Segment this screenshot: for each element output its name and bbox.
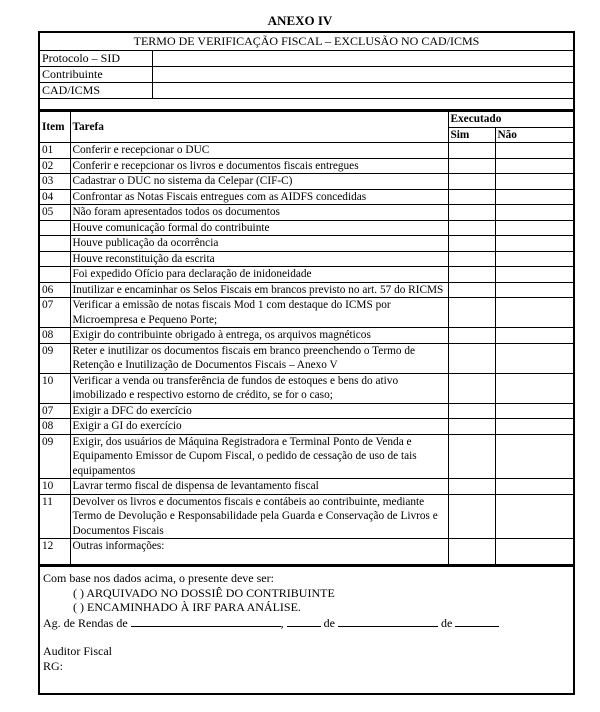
task-no-cell[interactable]	[495, 189, 573, 205]
task-yes-cell[interactable]	[448, 494, 495, 539]
task-description: Inutilizar e encaminhar os Selos Fiscais em brancos previsto no art. 57 do RICMS	[70, 282, 448, 298]
task-description: Confrontar as Notas Fiscais entregues com as AIDFS concedidas	[70, 189, 448, 205]
task-no-cell[interactable]	[495, 328, 573, 344]
yes-header: Sim	[448, 127, 495, 143]
month-blank[interactable]	[338, 615, 438, 627]
task-row	[40, 328, 573, 344]
task-yes-cell[interactable]	[448, 539, 495, 565]
task-no-cell[interactable]	[495, 236, 573, 252]
rg-label: RG:	[43, 658, 64, 673]
task-description: Exigir, dos usuários de Máquina Registradora e Terminal Ponto de Venda e Equipamento Emissor de Cupom Fiscal, o pedido de cessação de uso de tais equipamentos	[70, 434, 448, 479]
task-description: Houve publicação da ocorrência	[70, 236, 448, 252]
section-gap	[40, 99, 573, 111]
task-item-number: 07	[40, 403, 70, 419]
task-no-cell[interactable]	[495, 282, 573, 298]
task-header: Tarefa	[70, 112, 448, 143]
task-row	[40, 343, 573, 373]
task-description: Lavrar termo fiscal de dispensa de levantamento fiscal	[70, 479, 448, 495]
task-item-number: 07	[40, 298, 70, 328]
task-row	[40, 419, 573, 435]
task-row	[40, 220, 573, 236]
task-row	[40, 373, 573, 403]
task-item-number: 09	[40, 343, 70, 373]
task-item-number: 06	[40, 282, 70, 298]
comma: ,	[280, 615, 284, 630]
cad-icms-label: CAD/ICMS	[40, 83, 153, 99]
task-description: Outras informações:	[70, 539, 448, 565]
task-row	[40, 479, 573, 495]
task-yes-cell[interactable]	[448, 419, 495, 435]
auditor-label: Auditor Fiscal	[43, 644, 112, 658]
taxpayer-label: Contribuinte	[40, 67, 153, 83]
task-no-cell[interactable]	[495, 343, 573, 373]
task-no-cell[interactable]	[495, 267, 573, 283]
task-row	[40, 539, 573, 565]
task-description: Houve comunicação formal do contribuinte	[70, 220, 448, 236]
task-description: Devolver os livros e documentos fiscais e contábeis ao contribuinte, mediante Termo de Devolução e Responsabilidade pela Guarda e Conservação de Livros e Documentos Fiscais	[70, 494, 448, 539]
task-row	[40, 251, 573, 267]
task-yes-cell[interactable]	[448, 174, 495, 190]
task-description: Reter e inutilizar os documentos fiscais em branco preenchendo o Termo de Retenção e Inutilização de Documentos Fiscais – Anexo V	[70, 343, 448, 373]
task-no-cell[interactable]	[495, 220, 573, 236]
task-description: Não foram apresentados todos os documentos	[70, 205, 448, 221]
task-row	[40, 298, 573, 328]
cad-icms-field[interactable]	[153, 83, 574, 99]
task-yes-cell[interactable]	[448, 220, 495, 236]
task-yes-cell[interactable]	[448, 267, 495, 283]
task-item-number	[40, 236, 70, 252]
form-subtitle: TERMO DE VERIFICAÇÃO FISCAL – EXCLUSÃO NO CAD/ICMS	[40, 33, 573, 51]
task-yes-cell[interactable]	[448, 236, 495, 252]
task-row	[40, 174, 573, 190]
task-row	[40, 434, 573, 479]
task-item-number: 04	[40, 189, 70, 205]
protocol-field[interactable]	[153, 51, 574, 67]
task-yes-cell[interactable]	[448, 298, 495, 328]
task-item-number	[40, 251, 70, 267]
task-yes-cell[interactable]	[448, 328, 495, 344]
task-description: Verificar a emissão de notas fiscais Mod 1 com destaque do ICMS por Microempresa e Pequeno Porte;	[70, 298, 448, 328]
agency-blank[interactable]	[131, 615, 281, 627]
task-row	[40, 282, 573, 298]
task-no-cell[interactable]	[495, 419, 573, 435]
tasks-table	[40, 111, 573, 565]
protocol-label: Protocolo – SID	[40, 51, 153, 67]
task-no-cell[interactable]	[495, 494, 573, 539]
identification-table	[40, 51, 573, 99]
task-row	[40, 189, 573, 205]
no-header: Não	[495, 127, 573, 143]
task-yes-cell[interactable]	[448, 143, 495, 159]
task-yes-cell[interactable]	[448, 343, 495, 373]
task-row	[40, 403, 573, 419]
task-no-cell[interactable]	[495, 479, 573, 495]
task-row	[40, 158, 573, 174]
task-item-number: 10	[40, 479, 70, 495]
task-no-cell[interactable]	[495, 174, 573, 190]
task-row	[40, 143, 573, 159]
task-row	[40, 267, 573, 283]
task-item-number: 10	[40, 373, 70, 403]
task-description: Exigir a GI do exercício	[70, 419, 448, 435]
task-item-number: 02	[40, 158, 70, 174]
task-yes-cell[interactable]	[448, 282, 495, 298]
task-row	[40, 236, 573, 252]
executed-header: Executado	[448, 112, 573, 128]
task-item-number	[40, 220, 70, 236]
task-description: Exigir do contribuinte obrigado à entrega, os arquivos magnéticos	[70, 328, 448, 344]
annex-title: ANEXO IV	[267, 13, 333, 28]
day-blank[interactable]	[287, 615, 321, 627]
option-forward[interactable]: ( ) ENCAMINHADO À IRF PARA ANÁLISE.	[73, 600, 301, 614]
item-header: Item	[40, 112, 70, 143]
year-blank[interactable]	[455, 615, 499, 627]
task-item-number	[40, 267, 70, 283]
task-item-number: 09	[40, 434, 70, 479]
task-description: Cadastrar o DUC no sistema da Celepar (CIF-C)	[70, 174, 448, 190]
task-item-number: 11	[40, 494, 70, 539]
task-row	[40, 494, 573, 539]
task-description: Exigir a DFC do exercício	[70, 403, 448, 419]
task-yes-cell[interactable]	[448, 251, 495, 267]
task-no-cell[interactable]	[495, 251, 573, 267]
task-description: Conferir e recepcionar o DUC	[70, 143, 448, 159]
option-archive[interactable]: ( ) ARQUIVADO NO DOSSIÊ DO CONTRIBUINTE	[73, 585, 335, 600]
task-no-cell[interactable]	[495, 158, 573, 174]
task-description: Foi expedido Ofício para declaração de inidoneidade	[70, 267, 448, 283]
task-yes-cell[interactable]	[448, 479, 495, 495]
conclusion-section	[40, 565, 573, 673]
task-no-cell[interactable]	[495, 298, 573, 328]
task-item-number: 05	[40, 205, 70, 221]
task-no-cell[interactable]	[495, 373, 573, 403]
task-no-cell[interactable]	[495, 143, 573, 159]
location-date-line	[43, 615, 570, 631]
task-row	[40, 205, 573, 221]
task-yes-cell[interactable]	[448, 205, 495, 221]
task-no-cell[interactable]	[495, 205, 573, 221]
task-no-cell[interactable]	[495, 539, 573, 565]
task-description: Houve reconstituição da escrita	[70, 251, 448, 267]
form-frame	[38, 31, 575, 695]
task-yes-cell[interactable]	[448, 158, 495, 174]
de-label-2: de	[440, 615, 453, 630]
task-yes-cell[interactable]	[448, 189, 495, 205]
task-yes-cell[interactable]	[448, 434, 495, 479]
agency-label: Ag. de Rendas de	[43, 615, 128, 630]
task-yes-cell[interactable]	[448, 373, 495, 403]
task-no-cell[interactable]	[495, 403, 573, 419]
conclusion-intro: Com base nos dados acima, o presente deve ser:	[43, 571, 274, 585]
task-yes-cell[interactable]	[448, 403, 495, 419]
task-no-cell[interactable]	[495, 434, 573, 479]
task-item-number: 01	[40, 143, 70, 159]
task-description: Verificar a venda ou transferência de fundos de estoques e bens do ativo imobilizado e respectivo estorno de crédito, se for o caso;	[70, 373, 448, 403]
task-item-number: 03	[40, 174, 70, 190]
task-item-number: 12	[40, 539, 70, 565]
task-description: Conferir e recepcionar os livros e documentos fiscais entregues	[70, 158, 448, 174]
taxpayer-field[interactable]	[153, 67, 574, 83]
de-label-1: de	[323, 615, 335, 630]
task-item-number: 08	[40, 419, 70, 435]
task-item-number: 08	[40, 328, 70, 344]
